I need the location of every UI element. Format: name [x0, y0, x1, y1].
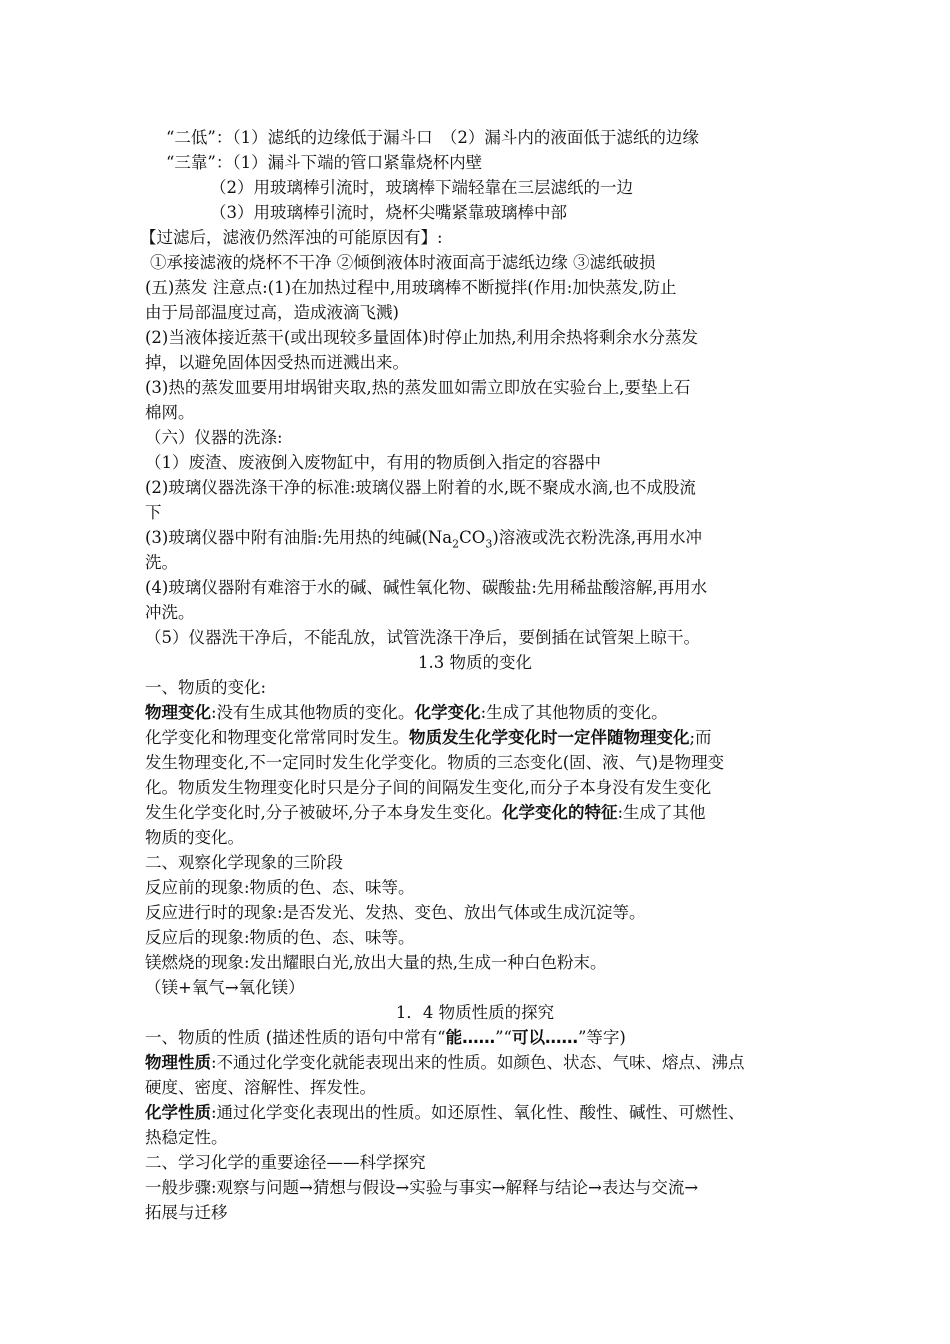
change-relation-line-2: 发生物理变化,不一定同时发生化学变化。物质的三态变化(固、液、气)是物理变: [145, 753, 725, 772]
change-heading: 一、物质的变化:: [145, 678, 267, 697]
turbid-filtrate-reasons: ①承接滤液的烧杯不干净 ②倾倒液体时液面高于滤纸边缘 ③滤纸破损: [150, 253, 656, 272]
section-title-1-3: 1.3 物质的变化: [418, 653, 532, 672]
change-relation-line-5: 物质的变化。: [145, 828, 244, 847]
filter-three-lean-line: “三靠”：（1）漏斗下端的管口紧靠烧杯内壁: [166, 153, 483, 172]
physical-property-line-2: 硬度、密度、溶解性、挥发性。: [145, 1078, 376, 1097]
change-definitions: 物理变化:没有生成其他物质的变化。化学变化:生成了其他物质的变化。: [145, 703, 668, 722]
filter-lean-item-2: （2）用玻璃棒引流时，玻璃棒下端轻靠在三层滤纸的一边: [210, 178, 633, 197]
change-relation-line-3: 化。物质发生物理变化时只是分子间的间隔发生变化,而分子本身没有发生变化: [145, 778, 712, 797]
filter-lean-item-3: （3）用玻璃棒引流时，烧杯尖嘴紧靠玻璃棒中部: [210, 203, 567, 222]
change-relation-line-1: 化学变化和物理变化常常同时发生。物质发生化学变化时一定伴随物理变化;而: [145, 728, 712, 747]
evaporation-line-3: (2)当液体接近蒸干(或出现较多量固体)时停止加热,利用余热将剩余水分蒸发: [145, 328, 698, 347]
observation-heading: 二、观察化学现象的三阶段: [145, 853, 343, 872]
observation-before: 反应前的现象:物质的色、态、味等。: [145, 878, 415, 897]
property-heading: 一、物质的性质 (描述性质的语句中常有“能……”“可以……”等字): [145, 1028, 626, 1047]
section-title-1-4: 1．4 物质性质的探究: [395, 1003, 555, 1022]
washing-heading: （六）仪器的洗涤:: [145, 428, 283, 447]
washing-item-4-cont: 冲洗。: [145, 603, 195, 622]
turbid-filtrate-heading: 【过滤后，滤液仍然浑浊的可能原因有】:: [140, 228, 443, 247]
inquiry-steps-line-2: 拓展与迁移: [145, 1203, 228, 1222]
evaporation-line-5: (3)热的蒸发皿要用坩埚钳夹取,热的蒸发皿如需立即放在实验台上,要垫上石: [145, 378, 691, 397]
washing-item-2: (2)玻璃仪器洗涤干净的标准:玻璃仪器上附着的水,既不聚成水滴,也不成股流: [145, 478, 696, 497]
magnesium-equation: （镁+氧气→氧化镁）: [145, 978, 305, 997]
washing-item-3: (3)玻璃仪器中附有油脂:先用热的纯碱$(Na_2CO_3)$溶液或洗衣粉洗涤,再用水冲: [145, 528, 702, 551]
chemical-property-line-2: 热稳定性。: [145, 1128, 228, 1147]
inquiry-heading: 二、学习化学的重要途径——科学探究: [145, 1153, 426, 1172]
physical-property-line-1: 物理性质:不通过化学变化就能表现出来的性质。如颜色、状态、气味、熔点、沸点: [145, 1053, 745, 1072]
inquiry-steps-line-1: 一般步骤:观察与问题→猜想与假设→实验与事实→解释与结论→表达与交流→: [145, 1178, 699, 1197]
filter-two-low-line: “二低”：（1）滤纸的边缘低于漏斗口 （2）漏斗内的液面低于滤纸的边缘: [166, 128, 699, 147]
evaporation-line-1: (五)蒸发 注意点:(1)在加热过程中,用玻璃棒不断搅拌(作用:加快蒸发,防止: [145, 278, 677, 297]
observation-after: 反应后的现象:物质的色、态、味等。: [145, 928, 415, 947]
washing-item-2-cont: 下: [145, 503, 162, 522]
evaporation-line-2: 由于局部温度过高，造成液滴飞溅): [145, 303, 399, 322]
washing-item-1: （1）废渣、废液倒入废物缸中，有用的物质倒入指定的容器中: [145, 453, 601, 472]
evaporation-line-4: 掉，以避免固体因受热而迸溅出来。: [145, 353, 409, 372]
washing-item-3-cont: 洗。: [145, 553, 178, 572]
washing-item-5: （5）仪器洗干净后，不能乱放，试管洗涤干净后，要倒插在试管架上晾干。: [145, 628, 700, 647]
washing-item-4: (4)玻璃仪器附有难溶于水的碱、碱性氧化物、碳酸盐:先用稀盐酸溶解,再用水: [145, 578, 708, 597]
chemical-property-line-1: 化学性质:通过化学变化表现出的性质。如还原性、氧化性、酸性、碱性、可燃性、: [145, 1103, 745, 1122]
observation-during: 反应进行时的现象:是否发光、发热、变色、放出气体或生成沉淀等。: [145, 903, 646, 922]
evaporation-line-6: 棉网。: [145, 403, 195, 422]
magnesium-burning: 镁燃烧的现象:发出耀眼白光,放出大量的热,生成一种白色粉末。: [145, 953, 607, 972]
change-relation-line-4: 发生化学变化时,分子被破坏,分子本身发生变化。化学变化的特征:生成了其他: [145, 803, 706, 822]
